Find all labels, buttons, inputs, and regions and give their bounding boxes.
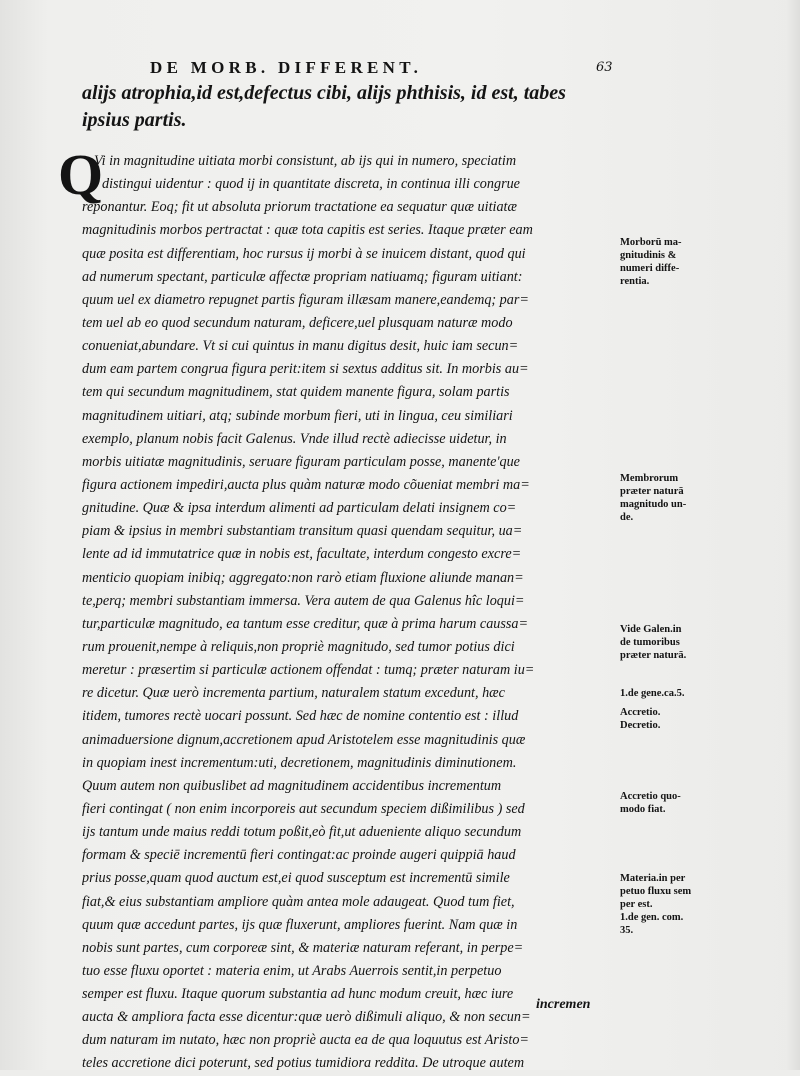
- text-line: exemplo, planum nobis facit Galenus. Vnde illud rectè adiecisse uidetur, in: [82, 430, 507, 447]
- catchword: incremen: [536, 997, 591, 1012]
- margin-note-line: Membrorum: [620, 473, 679, 484]
- margin-note-line: 35.: [620, 925, 634, 936]
- text-line: semper est fluxu. Itaque quorum substantia ad hunc modum creuit, hæc iure: [82, 986, 514, 1003]
- text-line: itidem, tumores rectè uocari possunt. Sed hæc de nomine contentio est : illud: [82, 708, 519, 725]
- margin-note-line: modo fiat.: [620, 804, 666, 815]
- continuation-line: ipsius partis.: [82, 109, 187, 131]
- text-line: tem uel ab eo quod secundum naturam, deficere,uel plusquam naturæ modo: [82, 314, 513, 331]
- margin-note: [620, 790, 681, 816]
- text-line: dum eam partem congrua figura perit:item si sextus additus sit. In morbis au=: [82, 361, 529, 378]
- margin-note-line: præter naturā.: [620, 650, 687, 661]
- text-line: nobis sunt partes, cum corporeæ sint, & materiæ naturam referant, in perpe=: [82, 939, 524, 956]
- text-line: piam & ipsius in membri substantiam transitum quasi quendam sequitur, ua=: [82, 523, 523, 540]
- margin-note: [620, 706, 660, 732]
- margin-note-line: Accretio quo-: [620, 791, 681, 802]
- margin-note-line: per est.: [620, 899, 653, 910]
- text-line: figura actionem impediri,aucta plus quàm naturæ modo cõueniat membri ma=: [82, 476, 530, 493]
- margin-note: [620, 872, 691, 937]
- margin-note-line: de tumoribus: [620, 637, 680, 648]
- margin-note-line: præter naturā: [620, 486, 684, 497]
- margin-note-line: Vide Galen.in: [620, 624, 682, 635]
- margin-note-line: 1.de gene.ca.5.: [620, 688, 685, 699]
- text-line: conueniat,abundare. Vt si cui quintus in manu digitus desit, huic iam secun=: [82, 338, 519, 355]
- text-line: Quum autem non quibuslibet ad magnitudinem accidentibus incrementum: [82, 777, 502, 794]
- text-line: Vi in magnitudine uitiata morbi consistunt, ab ijs qui in numero, speciatim: [94, 153, 517, 169]
- text-line: aucta & ampliora facta esse dicentur:quæ uerò dißimuli aliquo, & non secun=: [82, 1009, 531, 1026]
- text-line: teles accretione dici poterunt, sed potius tumidiora reddita. De utroque autem: [82, 1055, 525, 1072]
- margin-note: [620, 472, 686, 524]
- continuation-line: alijs atrophia,id est,defectus cibi, alijs phthisis, id est, tabes: [82, 82, 566, 104]
- text-line: tuo esse fluxu oportet : materia enim, ut Arabs Auerrois sentit,in perpetuo: [82, 962, 502, 979]
- text-line: quum uel ex diametro repugnet partis figuram illæsam manere,eandemq; par=: [82, 291, 529, 308]
- text-line: quæ posita est differentiam, hoc rursus ij morbi à se inuicem distant, quod qui: [82, 245, 526, 262]
- margin-note: [620, 623, 686, 662]
- margin-note-line: 1.de gen. com.: [620, 912, 684, 923]
- continuation-text: [82, 80, 602, 134]
- text-line: distingui uidentur : quod ij in quantitate discreta, in continua illi congrue: [102, 176, 520, 193]
- text-line: te,perq; membri substantiam immersa. Vera autem de qua Galenus hîc loqui=: [82, 592, 525, 609]
- margin-note-line: rentia.: [620, 276, 650, 287]
- text-line: magnitudinis morbos pertractat : quæ tota capitis est series. Itaque præter eam: [82, 222, 533, 239]
- text-line: re dicetur. Quæ uerò incrementa partium, naturalem statum excedunt, hæc: [82, 685, 505, 702]
- running-head: DE MORB. DIFFERENT.: [150, 58, 423, 77]
- text-line: fieri contingat ( non enim incorporeis aut secundum speciem dißimilibus ) sed: [82, 800, 525, 817]
- margin-note-line: gnitudinis &: [620, 250, 677, 261]
- text-line: magnitudinem uitiari, atq; subinde morbum fieri, uti in lingua, ceu similiari: [82, 407, 513, 424]
- margin-note-line: Morborū ma-: [620, 237, 682, 248]
- text-line: morbis uitiatæ magnitudinis, seruare figuram particulam posse, manente'que: [82, 453, 520, 470]
- text-line: quum quæ accedunt partes, ijs quæ fluxerunt, ampliores fuerint. Nam quæ in: [82, 916, 518, 933]
- text-line: reponantur. Eoq; fit ut absoluta priorum tractatione ea sequatur quæ uitiatæ: [82, 199, 517, 216]
- text-line: tem qui secundum magnitudinem, stat quidem manente figura, solam partis: [82, 384, 510, 401]
- page-number: 63: [596, 60, 613, 75]
- margin-note-line: magnitudo un-: [620, 499, 687, 510]
- margin-note-line: de.: [620, 512, 634, 523]
- text-line: ad numerum spectant, particulæ affectæ propriam natiuamq; figuram uitiant:: [82, 268, 523, 285]
- text-line: ijs tantum unde maius reddi totum poßit,eò fit,ut adueniente aliquo secundum: [82, 824, 522, 841]
- text-line: dum naturam im nutato, hæc non propriè aucta ea de qua loquutus est Aristo=: [82, 1032, 530, 1049]
- page-edge-shadow: [786, 0, 800, 1070]
- text-line: prius posse,quam quod auctum est,ei quod susceptum est incrementū simile: [82, 870, 510, 887]
- text-line: menticio quopiam inibiq; aggregato:non rarò etiam fluxione aliunde manan=: [82, 569, 524, 586]
- margin-note-line: petuo fluxu sem: [620, 886, 692, 897]
- text-line: animaduersione dignum,accretionem apud Aristotelem esse magnitudinis quæ: [82, 731, 526, 748]
- margin-note-line: Accretio.: [620, 707, 661, 718]
- text-line: gnitudine. Quæ & ipsa interdum alimenti ad particulam delati insignem co=: [82, 500, 517, 517]
- text-line: tur,particulæ magnitudo, ea tantum esse creditur, quæ à prima harum caussa=: [82, 615, 529, 632]
- margin-note: [620, 687, 684, 700]
- text-line: in quopiam inest incrementum:uti, decretionem, magnitudinis diminutionem.: [82, 754, 517, 771]
- margin-note-line: numeri diffe-: [620, 263, 680, 274]
- margin-note-line: Decretio.: [620, 720, 661, 731]
- text-line: rum prouenit,nempe à reliquis,non propriè magnitudo, sed tumor potius dici: [82, 638, 515, 655]
- body-text: [82, 150, 598, 1076]
- text-line: lente ad id immutatrice quæ in nobis est, facultate, interdum congesto excre=: [82, 546, 522, 563]
- margin-note: [620, 236, 682, 288]
- text-line: formam & speciē incrementū fieri contingat:ac proinde augeri quippiā haud: [82, 847, 516, 864]
- margin-note-line: Materia.in per: [620, 873, 686, 884]
- text-line: meretur : præsertim si particulæ actionem offendat : tumq; præter naturam iu=: [82, 662, 535, 679]
- drop-cap: Q: [58, 142, 104, 207]
- text-line: fiat,& eius substantiam ampliore quàm antea mole adaugeat. Quod tum fiet,: [82, 893, 515, 910]
